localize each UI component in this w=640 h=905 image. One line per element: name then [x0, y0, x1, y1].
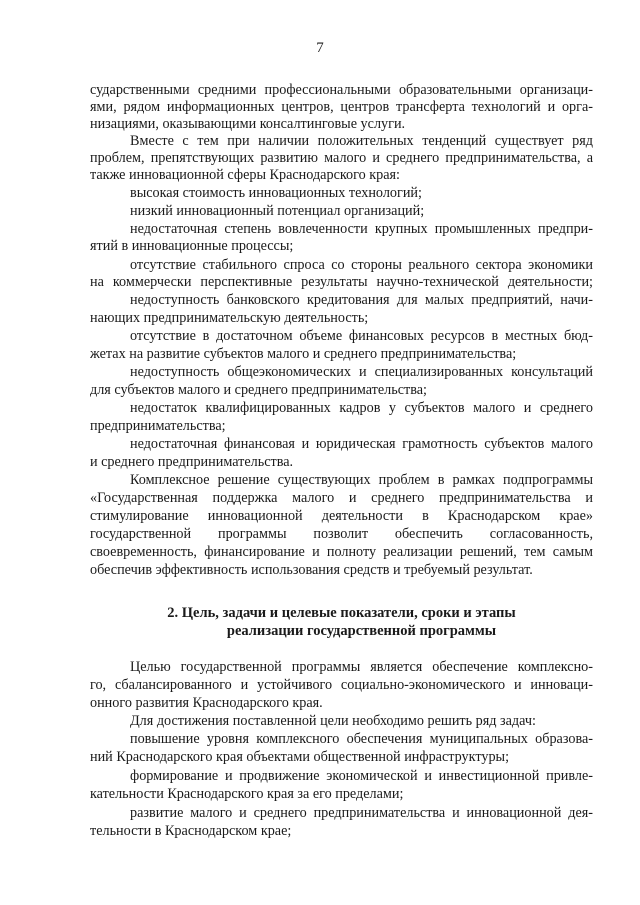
text-line: недоступность общеэкономических и специализированных консультаций	[130, 364, 593, 380]
text-line: Вместе с тем при наличии положительных тенденций существует ряд	[130, 133, 593, 149]
text-line: и среднего предпринимательства.	[90, 454, 294, 470]
text-line: недостаток квалифицированных кадров у субъектов малого и среднего	[130, 400, 593, 416]
text-line: для субъектов малого и среднего предпринимательства;	[90, 382, 427, 398]
text-line: ятий в инновационные процессы;	[90, 238, 294, 254]
text-line: отсутствие стабильного спроса со стороны реального сектора экономики	[130, 257, 593, 273]
text-line: отсутствие в достаточном объеме финансовых ресурсов в местных бюд-	[130, 328, 593, 344]
text-line: стимулирование инновационной деятельности в Краснодарском крае»	[90, 508, 593, 524]
text-line: кательности Краснодарского края за его пределами;	[90, 786, 404, 802]
text-line: «Государственная поддержка малого и среднего предпринимательства и	[90, 490, 593, 506]
text-line: также инновационной сферы Краснодарского края:	[90, 167, 400, 183]
text-line: недоступность банковского кредитования для малых предприятий, начи-	[130, 292, 593, 308]
text-line: тельности в Краснодарском крае;	[90, 823, 292, 839]
text-line: ний Краснодарского края объектами общественной инфраструктуры;	[90, 749, 510, 765]
text-line: развитие малого и среднего предпринимательства и инновационной дея-	[130, 805, 593, 821]
section-heading-line-2: реализации государственной программы	[226, 623, 497, 639]
text-line: ями, рядом информационных центров, центров трансферта технологий и орга-	[90, 99, 593, 115]
page-number: 7	[316, 40, 324, 56]
text-line: повышение уровня комплексного обеспечения муниципальных образова-	[130, 731, 593, 747]
text-line: Целью государственной программы является обеспечение комплексно-	[130, 659, 593, 675]
text-line: предпринимательства;	[90, 418, 226, 434]
text-line: государственной программы позволит обеспечить согласованность,	[90, 526, 593, 542]
text-line: низкий инновационный потенциал организаций;	[130, 203, 425, 219]
text-line: низациями, оказывающими консалтинговые услуги.	[90, 116, 406, 132]
text-line: своевременность, финансирование и полноту реализации решений, тем самым	[90, 544, 593, 560]
text-line: го, сбалансированного и устойчивого социально-экономического и инноваци-	[90, 677, 593, 693]
text-line: на коммерчески перспективные результаты научно-технической деятельности;	[90, 274, 593, 290]
section-heading-line-1: 2. Цель, задачи и целевые показатели, сроки и этапы	[167, 605, 516, 621]
text-line: жетах на развитие субъектов малого и среднего предпринимательства;	[90, 346, 517, 362]
text-line: высокая стоимость инновационных технологий;	[130, 185, 422, 201]
text-line: сударственными средними профессиональными образовательными организаци-	[90, 82, 593, 98]
text-line: онного развития Краснодарского края.	[90, 695, 323, 711]
text-line: нающих предпринимательскую деятельность;	[90, 310, 369, 326]
text-line: формирование и продвижение экономической и инвестиционной привле-	[130, 768, 593, 784]
text-line: недостаточная финансовая и юридическая грамотность субъектов малого	[130, 436, 593, 452]
text-line: обеспечив эффективность использования средств и требуемый результат.	[90, 562, 533, 578]
text-line: Для достижения поставленной цели необходимо решить ряд задач:	[130, 713, 536, 729]
text-line: недостаточная степень вовлеченности крупных промышленных предпри-	[130, 221, 593, 237]
text-line: проблем, препятствующих развитию малого и среднего предпринимательства, а	[90, 150, 593, 166]
text-line: Комплексное решение существующих проблем в рамках подпрограммы	[130, 472, 593, 488]
